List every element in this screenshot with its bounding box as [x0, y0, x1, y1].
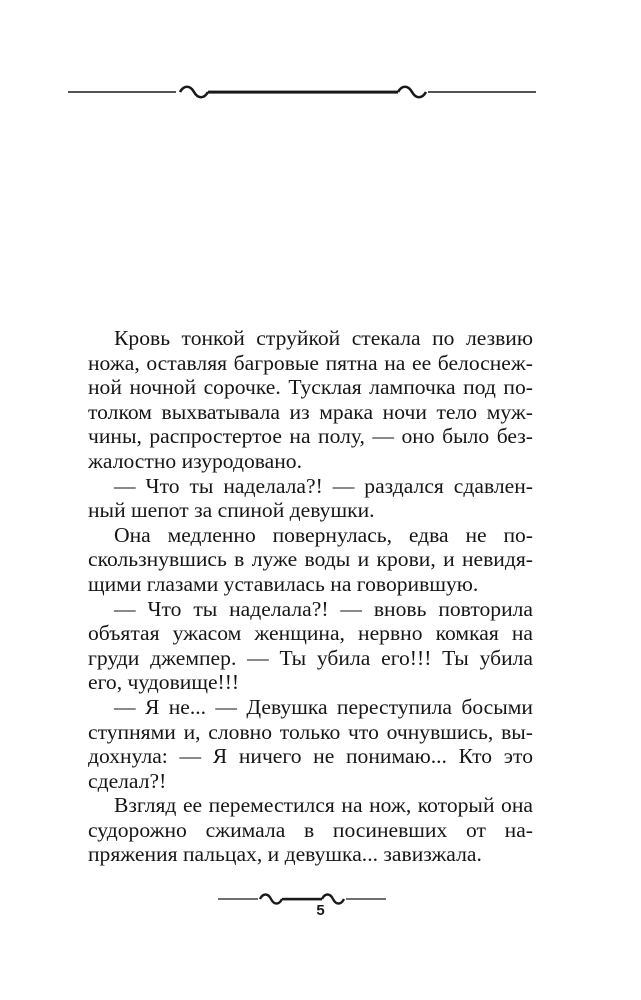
paragraph-5: — Я не... — Девушка переступила босыми ступнями и, словно только что очнувшись, выдохнула: — Я ничего не понимаю... Кто это сделал?! — [88, 694, 533, 793]
page-number: 5 — [316, 902, 325, 919]
paragraph-4: — Что ты наделала?! — вновь повторила объятая ужасом женщина, нервно комкая на груди джемпер. — Ты убила его!!! Ты убила его, чудовище!!! — [88, 596, 533, 695]
top-ornamental-rule — [68, 82, 536, 102]
story-text — [88, 326, 533, 867]
paragraph-2: — Что ты наделала?! — раздался сдавленный шепот за спиной девушки. — [88, 473, 533, 523]
paragraph-3: Она медленно повернулась, едва не поскользнувшись в луже воды и крови, и невидящими глазами уставилась на говорившую. — [88, 522, 533, 596]
paragraph-1: Кровь тонкой струйкой стекала по лезвию ножа, оставляя багровые пятна на ее белоснежной ночной сорочке. Тусклая лампочка под потолком выхватывала из мрака ночи тело мужчины, распростертое на полу, — оно было безжалостно изуродовано. — [88, 326, 533, 473]
paragraph-6: Взгляд ее переместился на нож, который она судорожно сжимала в посиневших от напряжения пальцах, и девушка... завизжала. — [88, 793, 533, 867]
